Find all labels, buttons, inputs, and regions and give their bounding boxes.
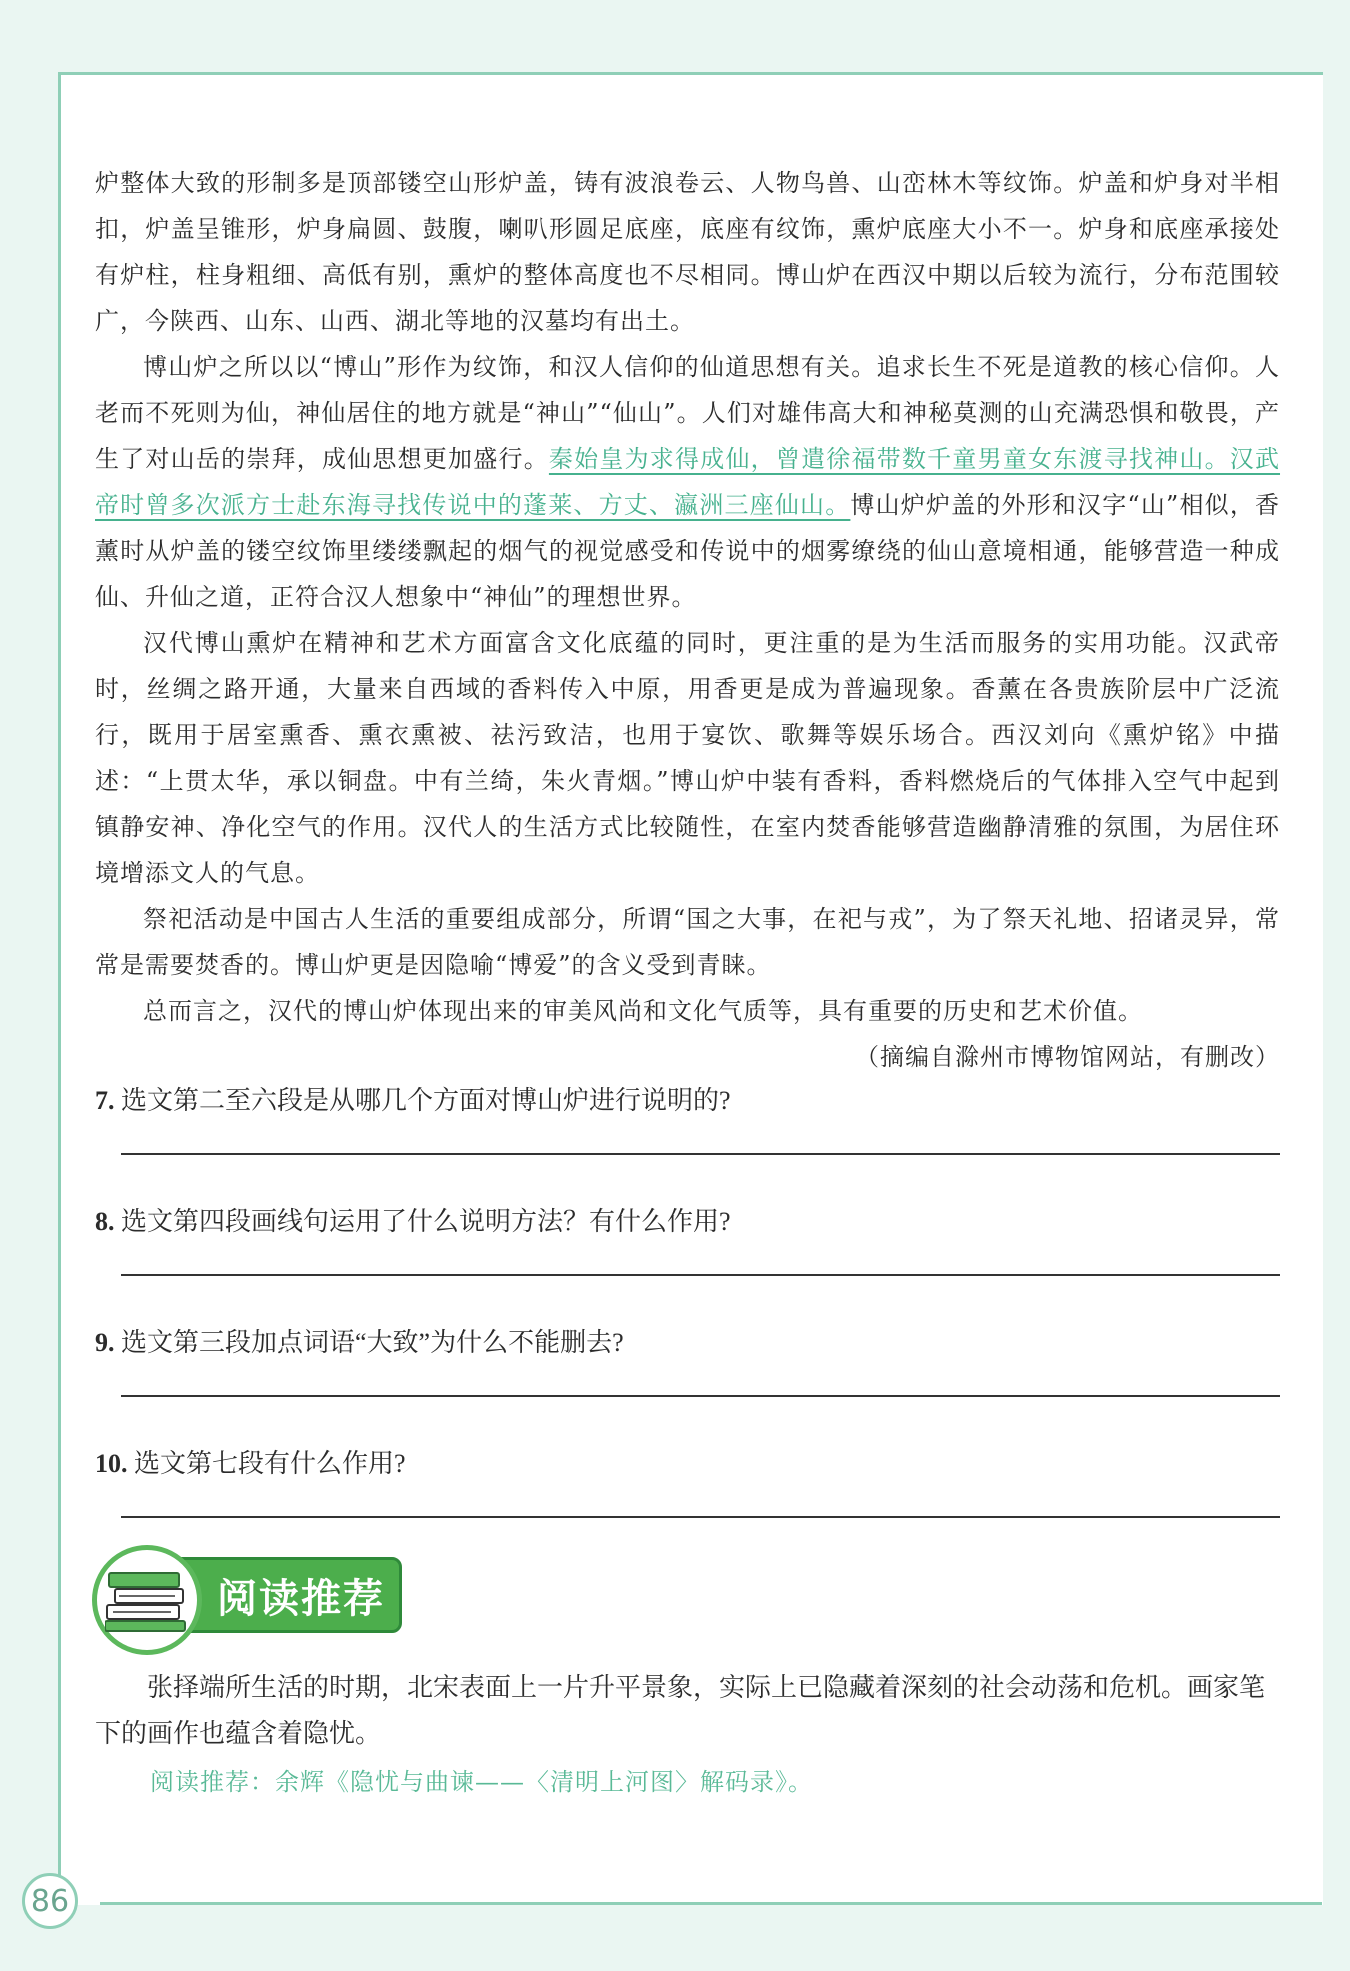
reading-section — [95, 1665, 1280, 1803]
question-10 — [95, 1443, 1280, 1518]
paragraph-2-start: 博山炉之所以以“博山”形作为纹饰，和汉人信仰的仙道思想有关。追求长生不死是道教的核心信仰。人老而不死则为仙，神仙居住的地方就是“神山”“仙山”。人们对雄伟高大和神秘莫测的山充满恐惧和敬畏，产生了对山岳的崇拜，成仙思想更加盛行。 — [95, 353, 1280, 473]
question-text: 选文第七段有什么作用? — [134, 1449, 406, 1478]
paragraph-4: 祭祀活动是中国古人生活的重要组成部分，所谓“国之大事，在祀与戎”，为了祭天礼地、招诸灵异，常常是需要焚香的。博山炉更是因隐喻“博爱”的含义受到青睐。 — [95, 905, 1280, 979]
question-7 — [95, 1080, 1280, 1155]
paragraph-3: 汉代博山熏炉在精神和艺术方面富含文化底蕴的同时，更注重的是为生活而服务的实用功能。汉武帝时，丝绸之路开通，大量来自西域的香料传入中原，用香更是成为普遍现象。香薰在各贵族阶层中广泛流行，既用于居室熏香、熏衣熏被、祛污致洁，也用于宴饮、歌舞等娱乐场合。西汉刘向《熏炉铭》中描述：“上贯太华，承以铜盘。中有兰绮，朱火青烟。”博山炉中装有香料，香料燃烧后的气体排入空气中起到镇静安神、净化空气的作用。汉代人的生活方式比较随性，在室内焚香能够营造幽静清雅的氛围，为居住环境增添文人的气息。 — [95, 629, 1280, 887]
answer-line[interactable] — [121, 1516, 1280, 1518]
question-number: 10. — [95, 1449, 128, 1478]
question-number: 9. — [95, 1328, 115, 1357]
answer-line[interactable] — [121, 1274, 1280, 1276]
reading-recommendation-badge — [92, 1545, 412, 1655]
question-text: 选文第二至六段是从哪几个方面对博山炉进行说明的? — [121, 1086, 731, 1115]
reading-body: 张择端所生活的时期，北宋表面上一片升平景象，实际上已隐藏着深刻的社会动荡和危机。画家笔下的画作也蕴含着隐忧。 — [95, 1673, 1266, 1748]
source-citation: （摘编自滁州市博物馆网站，有删改） — [855, 1043, 1280, 1071]
question-8 — [95, 1201, 1280, 1276]
paragraph-1: 炉整体大致的形制多是顶部镂空山形炉盖，铸有波浪卷云、人物鸟兽、山峦林木等纹饰。炉盖和炉身对半相扣，炉盖呈锥形，炉身扁圆、鼓腹，喇叭形圆足底座，底座有纹饰，熏炉底座大小不一。炉身和底座承接处有炉柱，柱身粗细、高低有别，熏炉的整体高度也不尽相同。博山炉在西汉中期以后较为流行，分布范围较广，今陕西、山东、山西、湖北等地的汉墓均有出土。 — [95, 169, 1280, 335]
question-number: 8. — [95, 1207, 115, 1236]
paragraph-5: 总而言之，汉代的博山炉体现出来的审美风尚和文化气质等，具有重要的历史和艺术价值。 — [143, 997, 1143, 1025]
paragraph-2-end: 博山炉炉盖的外形和汉字“山”相似，香薰时从炉盖的镂空纹饰里缕缕飘起的烟气的视觉感受和传说中的烟雾缭绕的仙山意境相通，能够营造一种成仙、升仙之道，正符合汉人想象中“神仙”的理想世界。 — [95, 491, 1281, 611]
badge-title: 阅读推荐 — [217, 1576, 385, 1622]
question-text: 选文第三段加点词语“大致”为什么不能删去? — [121, 1328, 624, 1357]
paragraph-2 — [95, 344, 1280, 620]
question-text: 选文第四段画线句运用了什么说明方法？有什么作用? — [121, 1207, 731, 1236]
footer-rule — [100, 1902, 1322, 1905]
reading-recommend-line: 阅读推荐：余辉《隐忧与曲谏——〈清明上河图〉解码录》。 — [150, 1768, 813, 1796]
article-content — [95, 160, 1280, 1564]
answer-line[interactable] — [121, 1153, 1280, 1155]
underlined-sentence: 秦始皇为求得成仙，曾遣徐福带数千童男童女东渡寻找神山。汉武帝时曾多次派方士赴东海寻找传说中的蓬莱、方丈、瀛洲三座仙山。 — [95, 445, 1281, 519]
books-icon — [105, 1565, 189, 1635]
page-number: 86 — [22, 1873, 78, 1929]
question-9 — [95, 1322, 1280, 1397]
answer-line[interactable] — [121, 1395, 1280, 1397]
question-number: 7. — [95, 1086, 115, 1115]
